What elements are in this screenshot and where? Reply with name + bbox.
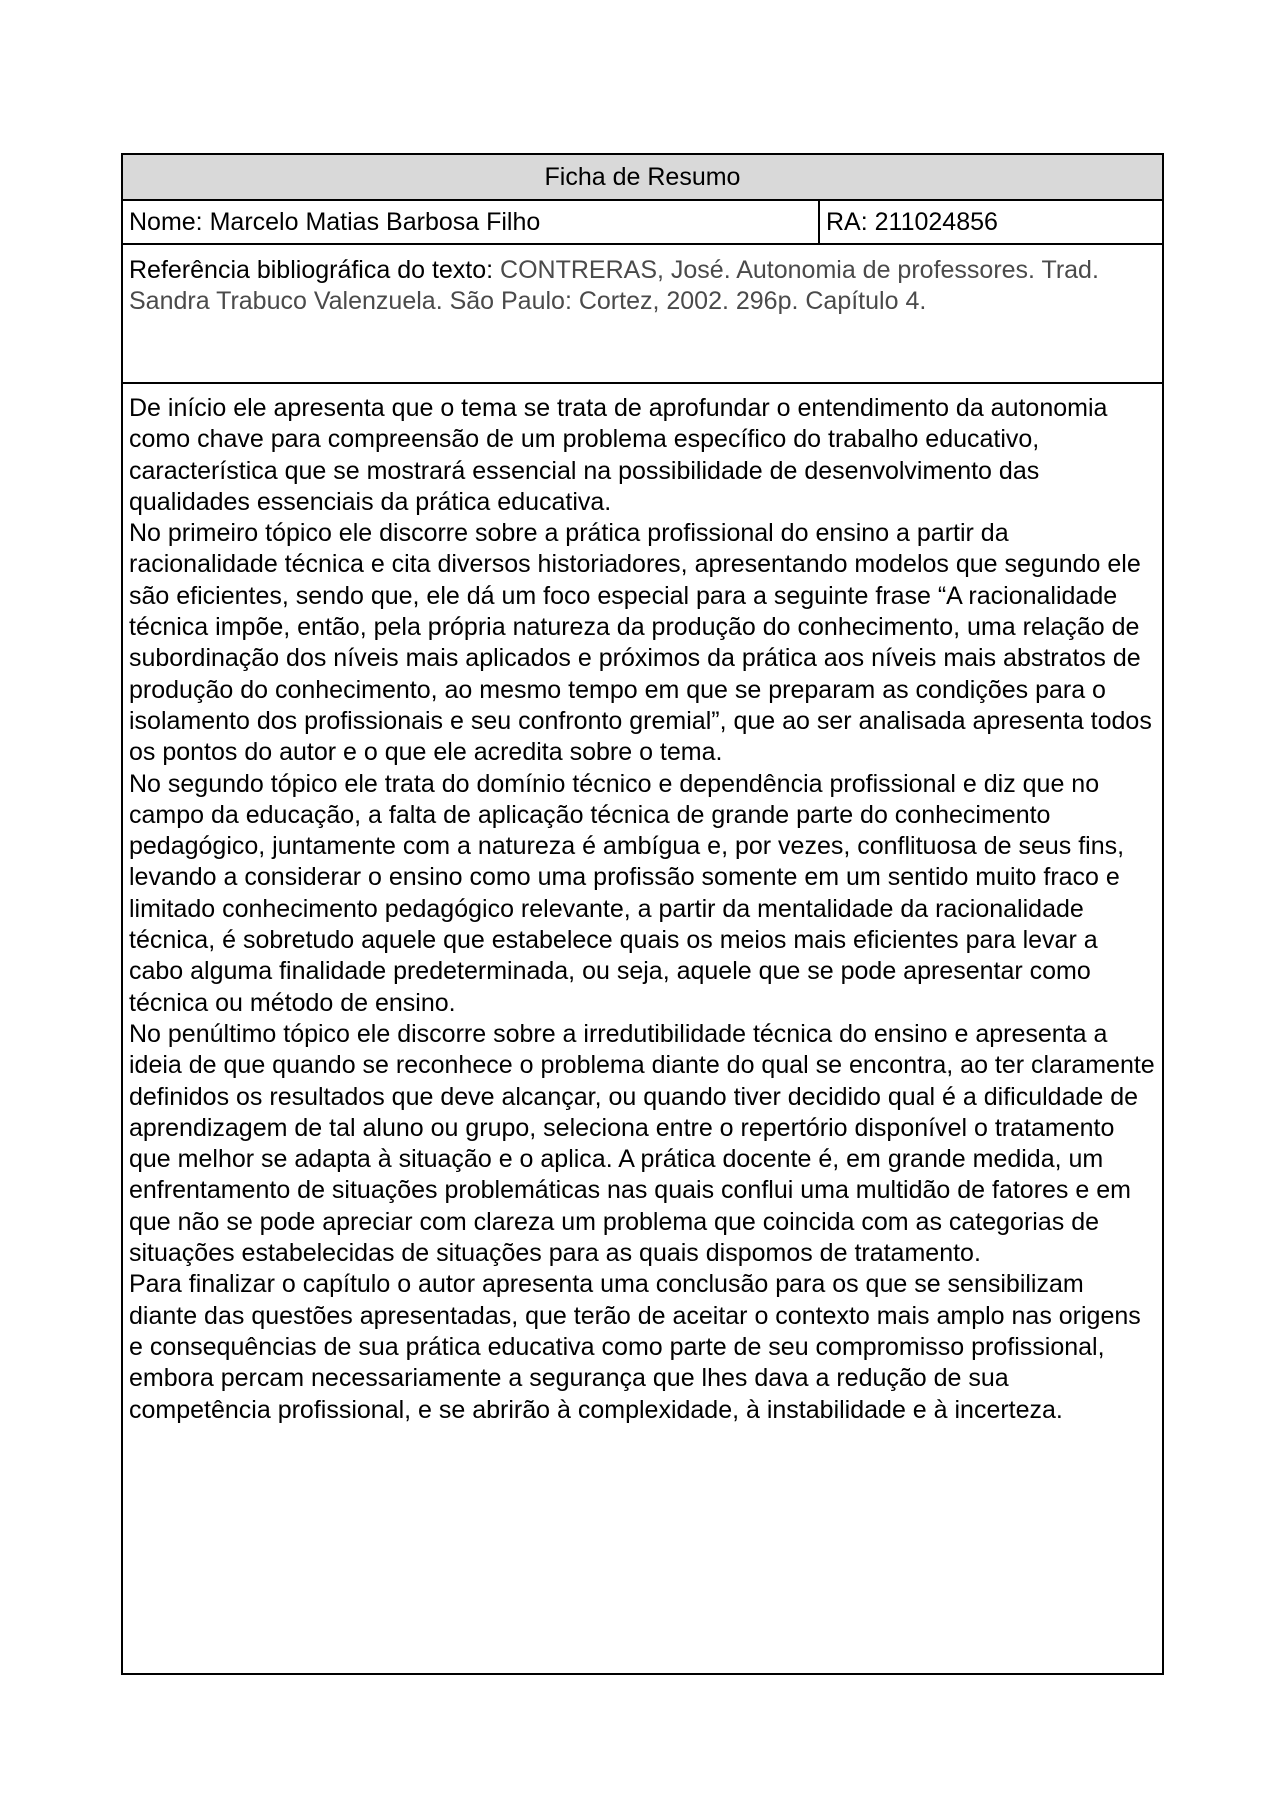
summary-paragraph: No segundo tópico ele trata do domínio técnico e dependência profissional e diz que no campo da educação, a falta de aplicação técnica de grande parte do conhecimento pedagógico, juntamente com a natureza é ambígua e, por vezes, conflituosa de seus fins, levando a considerar o ensino como uma profissão somente em um sentido muito fraco e limitado conhecimento pedagógico relevante, a partir da mentalidade da racionalidade técnica, é sobretudo aquele que estabelece quais os meios mais eficientes para levar a cabo alguma finalidade predeterminada, ou seja, aquele que se pode apresentar como técnica ou método de ensino.: [129, 769, 1125, 1017]
reference-value: CONTRERAS, José. Autonomia de professores. Trad. Sandra Trabuco Valenzuela. São Paulo: Cortez, 2002. 296p. Capítulo 4.: [129, 256, 1099, 315]
summary-paragraph: No primeiro tópico ele discorre sobre a prática profissional do ensino a partir da racionalidade técnica e cita diversos historiadores, apresentando modelos que segundo ele são eficientes, sendo que, ele dá um foco especial para a seguinte frase “A racionalidade técnica impõe, então, pela própria natureza da produção do conhecimento, uma relação de subordinação dos níveis mais aplicados e próximos da prática aos níveis mais abstratos de produção do conhecimento, ao mesmo tempo em que se preparam as condições para o isolamento dos profissionais e seu confronto gremial”, que ao ser analisada apresenta todos os pontos do autor e o que ele acredita sobre o tema.: [129, 519, 1152, 767]
summary-form: [121, 153, 1164, 1675]
form-title: Ficha de Resumo: [544, 162, 741, 191]
summary-paragraph: No penúltimo tópico ele discorre sobre a irredutibilidade técnica do ensino e apresenta a ideia de que quando se reconhece o problema diante do qual se encontra, ao ter claramente definidos os resultados que deve alcançar, ou quando tiver decidido qual é a dificuldade de aprendizagem de tal aluno ou grupo, seleciona entre o repertório disponível o tratamento que melhor se adapta à situação e o aplica. A prática docente é, em grande medida, um enfrentamento de situações problemáticas nas quais conflui uma multidão de fatores e em que não se pode apreciar com clareza um problema que coincida com as categorias de situações estabelecidas de situações para as quais dispomos de tratamento.: [129, 1019, 1155, 1268]
ra-value: 211024856: [874, 207, 998, 236]
name-label: Nome:: [129, 207, 210, 236]
reference-row: [123, 245, 1162, 384]
ra-cell: [820, 201, 1162, 243]
ra-label: RA:: [826, 207, 875, 236]
summary-body: [123, 384, 1162, 1673]
student-info-row: [123, 201, 1162, 245]
name-value: Marcelo Matias Barbosa Filho: [209, 207, 541, 236]
name-cell: [123, 201, 820, 243]
summary-paragraph: Para finalizar o capítulo o autor apresenta uma conclusão para os que se sensibilizam diante das questões apresentadas, que terão de aceitar o contexto mais amplo nas origens e consequências de sua prática educativa como parte de seu compromisso profissional, embora percam necessariamente a segurança que lhes dava a redução de sua competência profissional, e se abrirão à complexidade, à instabilidade e à incerteza.: [129, 1270, 1141, 1424]
summary-paragraph: De início ele apresenta que o tema se trata de aprofundar o entendimento da autonomia como chave para compreensão de um problema específico do trabalho educativo, característica que se mostrará essencial na possibilidade de desenvolvimento das qualidades essenciais da prática educativa.: [129, 394, 1108, 516]
reference-label: Referência bibliográfica do texto:: [129, 256, 501, 284]
form-title-row: [123, 155, 1162, 201]
